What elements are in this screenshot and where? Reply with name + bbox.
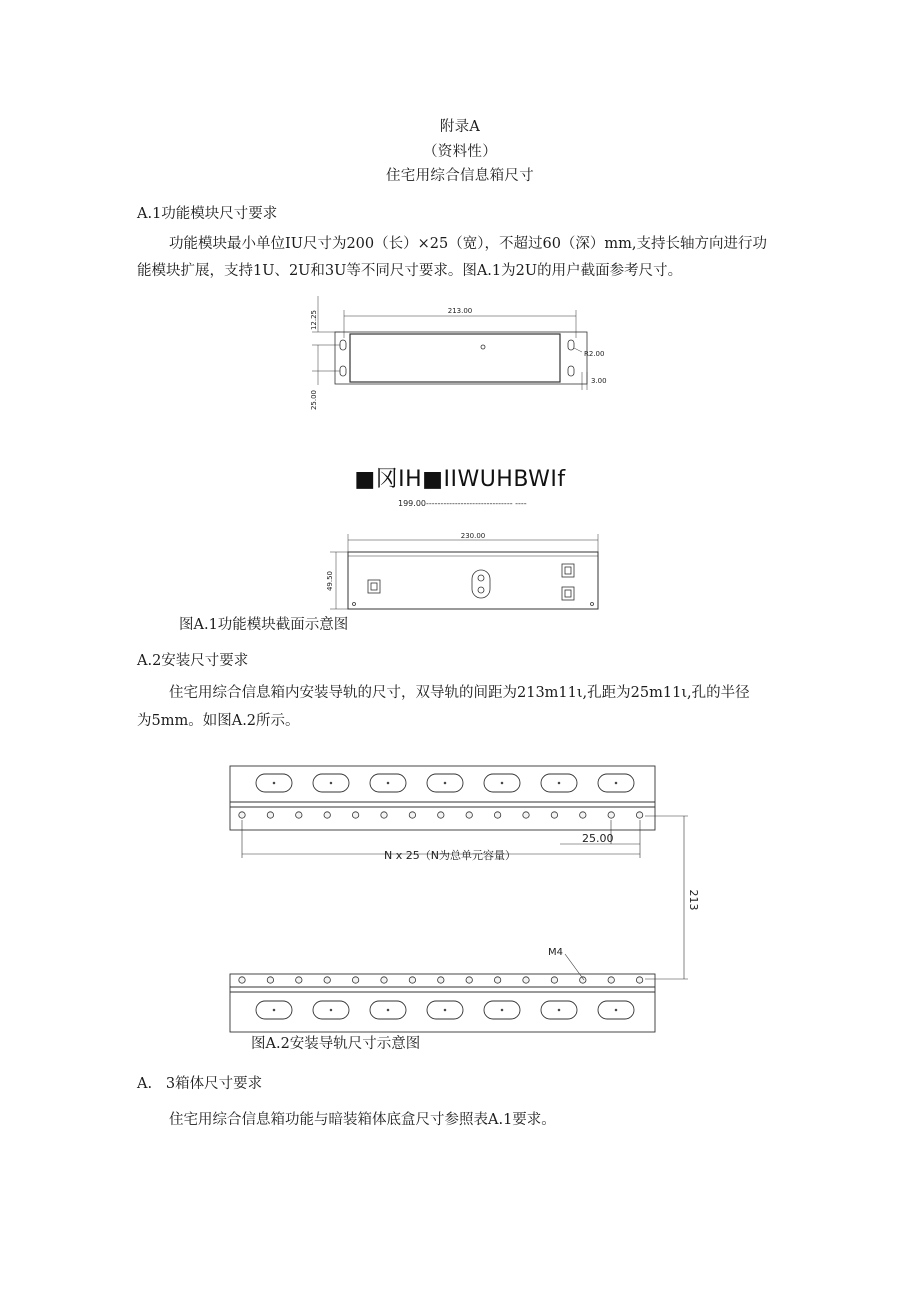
appendix-title: 住宅用综合信息箱尺寸 — [386, 168, 534, 184]
dim-12-25: 12.25 — [310, 309, 318, 331]
rail-slot-center — [615, 782, 617, 784]
rail-hole — [580, 977, 586, 983]
dim-230: 230.00 — [460, 532, 486, 540]
rail-slot-center — [444, 782, 446, 784]
rail-hole — [494, 977, 500, 983]
rail-hole — [267, 812, 273, 818]
rail-hole — [324, 812, 330, 818]
rail-slot — [541, 774, 577, 792]
rail-hole — [296, 812, 302, 818]
figure-a1-front-drawing — [310, 528, 610, 618]
rail-hole — [580, 812, 586, 818]
dim-3-00: 3.00 — [591, 377, 607, 385]
rail-slot-center — [501, 782, 503, 784]
rail-hole — [494, 812, 500, 818]
garbled-text-line: ■冈IH■IIWUHBWIf — [354, 467, 566, 492]
dim-r2: R2.00 — [584, 350, 605, 358]
figure-a1-top-drawing — [300, 290, 630, 420]
rail-hole — [466, 977, 472, 983]
rail-slot — [370, 774, 406, 792]
rail-slot-center — [330, 1009, 332, 1011]
rail-slot-center — [558, 782, 560, 784]
rail-hole — [381, 977, 387, 983]
section-a2-para-line2: 为5mm。如图A.2所示。 — [137, 713, 300, 729]
dim-49-50: 49.50 — [326, 570, 334, 592]
rail-slot — [256, 774, 292, 792]
rail-hole — [239, 812, 245, 818]
rail-hole — [551, 812, 557, 818]
rail-slot — [484, 774, 520, 792]
rail-slot — [313, 1001, 349, 1019]
rail-hole — [466, 812, 472, 818]
rail-hole — [381, 812, 387, 818]
section-a3-title: A. 3箱体尺寸要求 — [137, 1076, 263, 1092]
rail-hole — [324, 977, 330, 983]
rail-slot — [541, 1001, 577, 1019]
rail-slot-center — [501, 1009, 503, 1011]
rail-hole — [409, 977, 415, 983]
appendix-nature: （资料性） — [423, 144, 497, 160]
rail-hole — [636, 977, 642, 983]
label-m4: M4 — [548, 947, 563, 958]
rail-slot — [427, 1001, 463, 1019]
dim-rail-gap-213: 213 — [687, 889, 700, 911]
rail-slot-center — [387, 782, 389, 784]
rail-slot — [313, 774, 349, 792]
rail-slot — [598, 1001, 634, 1019]
figure-a2-rail-drawing — [220, 758, 710, 1038]
rail-hole — [636, 812, 642, 818]
dim-pitch-25: 25.00 — [582, 832, 614, 845]
rail-slot-center — [444, 1009, 446, 1011]
dim-213: 213.00 — [447, 307, 473, 315]
rail-hole — [296, 977, 302, 983]
rail-slot — [427, 774, 463, 792]
rail-slot — [256, 1001, 292, 1019]
rail-hole — [438, 812, 444, 818]
rail-slot-center — [330, 782, 332, 784]
rail-hole — [523, 812, 529, 818]
rail-slot-center — [558, 1009, 560, 1011]
rail-hole — [409, 812, 415, 818]
rail-hole — [239, 977, 245, 983]
section-a2-title: A.2安装尺寸要求 — [137, 653, 249, 669]
rail-hole — [551, 977, 557, 983]
dim-span-nx25: N x 25（N为总单元容量） — [384, 849, 516, 862]
rail-hole — [352, 977, 358, 983]
rail-hole — [608, 977, 614, 983]
section-a1-para-line1: 功能模块最小单位IU尺寸为200（长）×25（宽），不超过60（深）mm,支持长轴方向进行功 — [169, 236, 768, 252]
rail-slot-center — [273, 1009, 275, 1011]
rail-slot-center — [273, 782, 275, 784]
appendix-label: 附录A — [439, 119, 481, 135]
section-a1-para-line2: 能模块扩展，支持1U、2U和3U等不同尺寸要求。图A.1为2U的用户截面参考尺寸。 — [137, 263, 683, 279]
rail-hole — [523, 977, 529, 983]
rail-hole — [438, 977, 444, 983]
section-a2-para-line1: 住宅用综合信息箱内安装导轨的尺寸，双导轨的间距为213m11ι,孔距为25m11ι,孔的半径 — [169, 685, 750, 701]
rail-hole — [352, 812, 358, 818]
dim-25-00: 25.00 — [310, 389, 318, 411]
section-a1-title: A.1功能模块尺寸要求 — [137, 206, 278, 222]
dim-199: 199.00------------------------------ ---- — [398, 499, 527, 508]
rail-hole — [267, 977, 273, 983]
rail-slot — [598, 774, 634, 792]
figure-a1-caption: 图A.1功能模块截面示意图 — [179, 617, 349, 633]
rail-slot-center — [615, 1009, 617, 1011]
rail-hole — [608, 812, 614, 818]
figure-a2-caption: 图A.2安装导轨尺寸示意图 — [251, 1036, 421, 1052]
rail-slot — [370, 1001, 406, 1019]
rail-slot — [484, 1001, 520, 1019]
section-a3-para-line1: 住宅用综合信息箱功能与暗装箱体底盒尺寸参照表A.1要求。 — [169, 1112, 556, 1128]
rail-slot-center — [387, 1009, 389, 1011]
